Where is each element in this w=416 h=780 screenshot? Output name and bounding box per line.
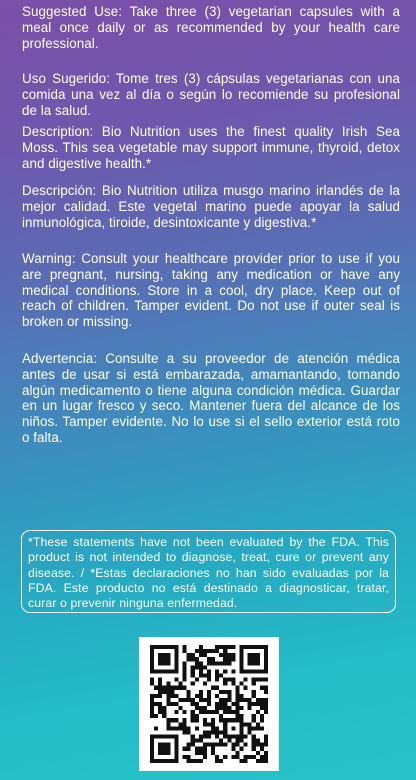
warning-english: Warning: Consult your healthcare provider prior to use if you are pregnant, nursing, taking any medication or have any medical conditions. Store in a cool, dry place. Keep out of reach of children. Tamper evident. Do not use if outer seal is broken or missing. <box>22 251 400 330</box>
description-english: Description: Bio Nutrition uses the finest quality Irish Sea Moss. This sea vegetable may support immune, thyroid, detox and digestive health.* <box>22 124 400 171</box>
qr-code[interactable] <box>139 637 279 771</box>
warning-spanish: Advertencia: Consulte a su proveedor de atención médica antes de usar si está embarazada, amamantando, tomando algún medicamento o tiene alguna condición médica. Guardar en un lugar fresco y seco. Mantener fuera del alcance de los niños. Tamper evidente. No lo use si el sello exterior está roto o falta. <box>22 351 400 445</box>
suggested-use-english: Suggested Use: Take three (3) vegetarian capsules with a meal once daily or as recommended by your health care professional. <box>22 4 400 51</box>
suggested-use-spanish: Uso Sugerido: Tome tres (3) cápsulas vegetarianas con una comida una vez al día o según lo recomiende su profesional de la salud. <box>22 71 400 118</box>
fda-disclaimer-box <box>21 530 396 613</box>
description-spanish: Descripción: Bio Nutrition utiliza musgo marino irlandés de la mejor calidad. Este vegetal marino puede apoyar la salud inmunológica, tiroide, desintoxicante y digestiva.* <box>22 183 400 230</box>
fda-disclaimer-text: *These statements have not been evaluated by the FDA. This product is not intended to diagnose, treat, cure or prevent any disease. / *Estas declaraciones no han sido evaluadas por la FDA. Este producto no está destinado a diagnosticar, tratar, curar o prevenir ninguna enfermedad. <box>28 535 389 611</box>
qr-code-icon <box>150 645 268 763</box>
